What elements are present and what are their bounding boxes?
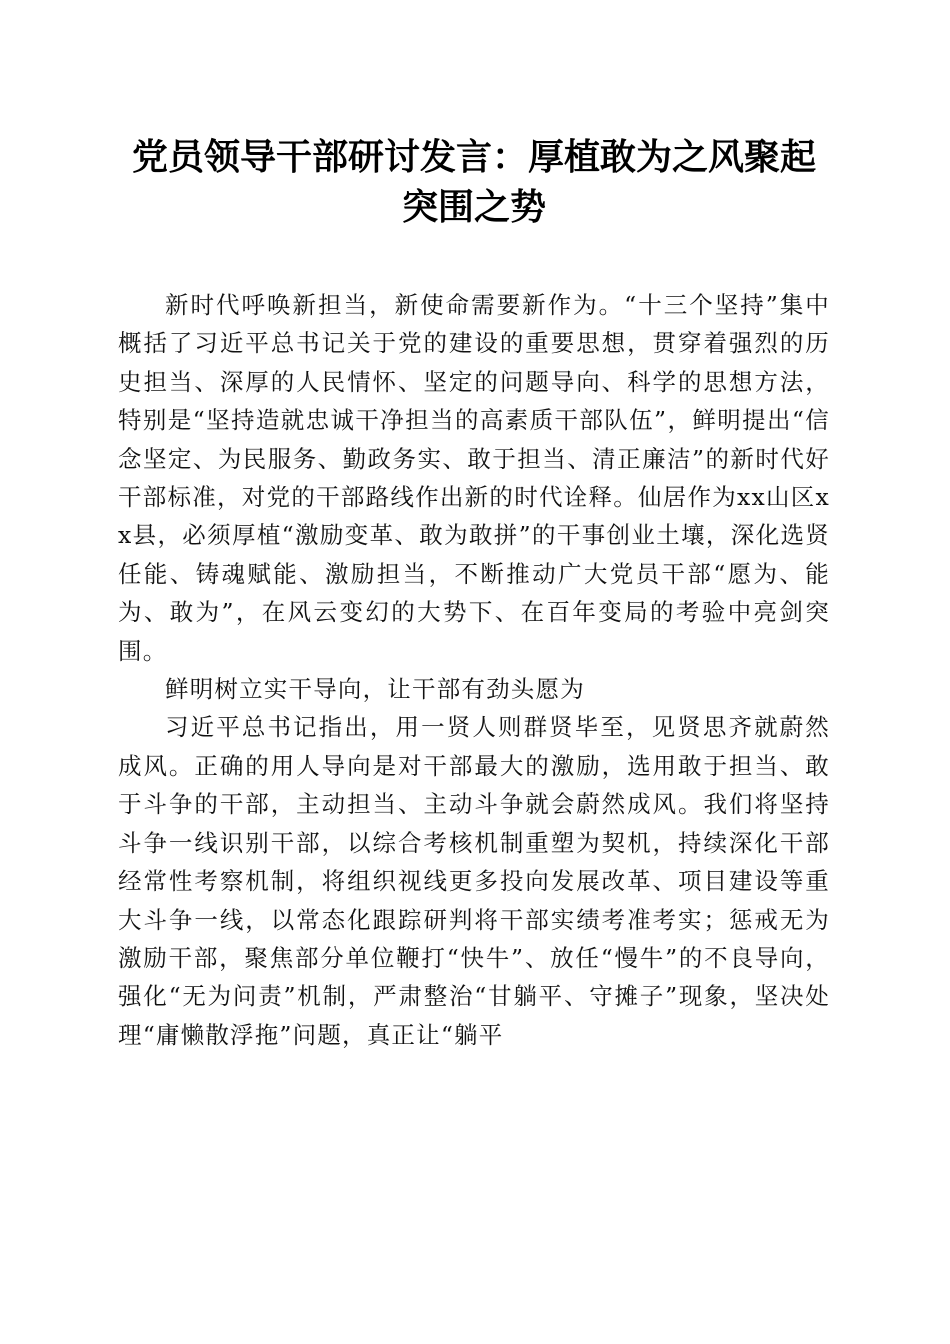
document-title: 党员领导干部研讨发言：厚植敢为之风聚起突围之势 xyxy=(131,136,816,228)
section-heading: 鲜明树立实干导向，让干部有劲头愿为 xyxy=(165,675,585,704)
paragraph-intro: 新时代呼唤新担当，新使命需要新作为。“十三个坚持”集中概括了习近平总书记关于党的建设的重要思想，贯穿着强烈的历史担当、深厚的人民情怀、坚定的问题导向、科学的思想方法，特别是“坚持造就忠诚干净担当的高素质干部队伍”，鲜明提出“信念坚定、为民服务、勤政务实、敢于担当、清正廉洁”的新时代好干部标准，对党的干部路线作出新的时代诠释。仙居作为xx山区xx县，必须厚植“激励变革、敢为敢拼”的干事创业土壤，深化选贤任能、铸魂赋能、激励担当，不断推动广大党员干部“愿为、能为、敢为”，在风云变幻的大势下、在百年变局的考验中亮剑突围。 xyxy=(118,291,830,665)
document-page xyxy=(118,132,830,1054)
document-body xyxy=(118,286,830,1054)
paragraph-section-1: 习近平总书记指出，用一贤人则群贤毕至，见贤思齐就蔚然成风。正确的用人导向是对干部最大的激励，选用敢于担当、敢于斗争的干部，主动担当、主动斗争就会蔚然成风。我们将坚持斗争一线识别干部，以综合考核机制重塑为契机，持续深化干部经常性考察机制，将组织视线更多投向发展改革、项目建设等重大斗争一线，以常态化跟踪研判将干部实绩考准考实；惩戒无为激励干部，聚焦部分单位鞭打“快牛”、放任“慢牛”的不良导向，强化“无为问责”机制，严肃整治“甘躺平、守摊子”现象，坚决处理“庸懒散浮拖”问题，真正让“躺平 xyxy=(118,713,830,1049)
